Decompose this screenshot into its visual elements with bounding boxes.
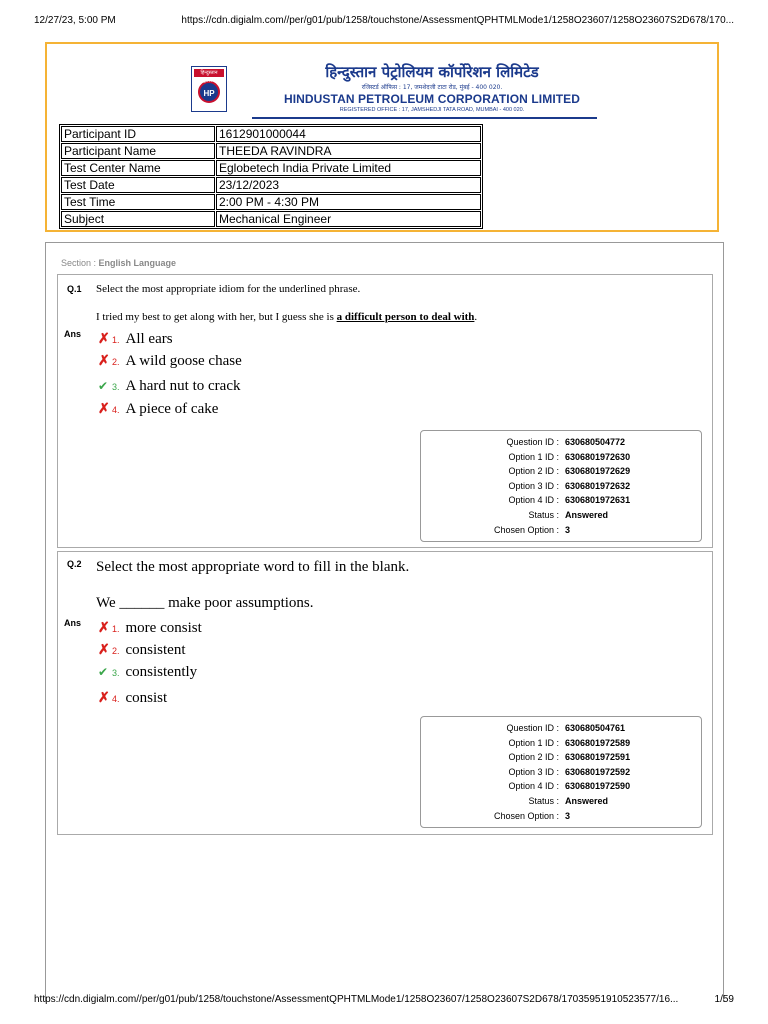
meta-value: 6306801972629: [565, 466, 631, 477]
table-row: [61, 160, 481, 176]
question-prompt: Select the most appropriate idiom for the underlined phrase.: [96, 283, 361, 295]
option-number: 4.: [112, 694, 120, 704]
cross-icon: ✗: [98, 332, 110, 347]
option-1: [98, 620, 202, 637]
option-number: 3.: [112, 382, 120, 392]
question-prompt: Select the most appropriate word to fill in the blank.: [96, 559, 410, 575]
meta-value: 6306801972589: [565, 737, 631, 748]
question-1: [57, 274, 713, 548]
info-label: Participant ID: [61, 126, 215, 142]
page-number: 1/59: [714, 994, 734, 1005]
footer-url: https://cdn.digialm.com//per/g01/pub/1258/touchstone/AssessmentQPHTMLMode1/1258O23607/1258O23607S2D678/17035951910523577/16...: [34, 994, 679, 1005]
meta-row: [421, 721, 701, 736]
table-row: [61, 126, 481, 142]
meta-row: [421, 479, 701, 494]
meta-row: [421, 794, 701, 809]
meta-value: 630680504761: [565, 723, 626, 733]
question-sentence: We ______ make poor assumptions.: [96, 595, 314, 611]
meta-value: 3: [565, 524, 571, 535]
company-name-english: HINDUSTAN PETROLEUM CORPORATION LIMITED: [283, 92, 581, 106]
cross-icon: ✗: [98, 691, 110, 706]
meta-label: Status :: [528, 509, 559, 520]
meta-label: Option 2 ID :: [508, 752, 559, 763]
section-name: English Language: [98, 258, 177, 268]
info-label: Test Time: [61, 194, 215, 210]
meta-label: Option 2 ID :: [508, 466, 559, 477]
cross-icon: ✗: [98, 643, 110, 658]
info-label: Test Center Name: [61, 160, 215, 176]
question-meta-panel: [420, 716, 702, 828]
meta-row: [421, 435, 701, 450]
option-text: A wild goose chase: [125, 353, 242, 369]
option-2: [98, 353, 242, 370]
info-label: Participant Name: [61, 143, 215, 159]
logo-emblem: HP: [198, 81, 220, 103]
cross-icon: ✗: [98, 621, 110, 636]
meta-value: Answered: [565, 509, 609, 520]
print-datetime: 12/27/23, 5:00 PM: [34, 15, 116, 26]
meta-label: Chosen Option :: [493, 524, 559, 535]
hp-logo: [191, 66, 227, 112]
check-icon: ✔: [98, 665, 109, 679]
print-url: https://cdn.digialm.com//per/g01/pub/1258/touchstone/AssessmentQPHTMLMode1/1258O23607/1258O23607S2D678/170...: [181, 15, 734, 26]
participant-info-table: [59, 124, 483, 229]
meta-row: [421, 493, 701, 508]
company-name-block: [262, 62, 602, 113]
option-text: consistent: [125, 642, 186, 658]
option-3: [98, 664, 197, 681]
meta-value: 6306801972632: [565, 480, 631, 491]
option-number: 1.: [112, 624, 120, 634]
sentence-underlined: a difficult person to deal with: [336, 311, 475, 323]
meta-label: Option 4 ID :: [508, 781, 559, 792]
option-text: All ears: [125, 331, 173, 347]
meta-value: 6306801972631: [565, 495, 631, 506]
option-4: [98, 401, 218, 418]
meta-value: 6306801972591: [565, 752, 631, 763]
option-number: 2.: [112, 646, 120, 656]
response-sheet-header: [45, 42, 719, 232]
table-row: [61, 194, 481, 210]
meta-label: Option 4 ID :: [508, 495, 559, 506]
option-text: A piece of cake: [125, 401, 219, 417]
meta-value: 6306801972630: [565, 451, 631, 462]
option-number: 1.: [112, 335, 120, 345]
meta-value: 630680504772: [565, 437, 626, 447]
cross-icon: ✗: [98, 402, 110, 417]
option-number: 2.: [112, 357, 120, 367]
meta-label: Status :: [528, 795, 559, 806]
section-label: [61, 258, 176, 268]
question-number: Q.2: [67, 559, 82, 569]
info-value: 1612901000044: [216, 126, 481, 142]
meta-row: [421, 523, 701, 538]
meta-row: [421, 508, 701, 523]
option-2: [98, 642, 186, 659]
ans-label: Ans: [64, 618, 82, 628]
meta-row: [421, 464, 701, 479]
info-label: Test Date: [61, 177, 215, 193]
option-text: more consist: [125, 620, 202, 636]
table-row: [61, 143, 481, 159]
meta-label: Option 1 ID :: [508, 451, 559, 462]
sentence-after: .: [474, 311, 478, 323]
company-divider: [252, 117, 597, 119]
option-number: 3.: [112, 668, 120, 678]
meta-label: Question ID :: [506, 723, 559, 733]
option-text: A hard nut to crack: [125, 378, 241, 394]
question-number: Q.1: [67, 284, 82, 294]
option-text: consist: [125, 690, 168, 706]
option-4: [98, 690, 167, 707]
meta-row: [421, 750, 701, 765]
meta-value: 6306801972592: [565, 766, 631, 777]
print-footer: [34, 994, 734, 1005]
company-name-hindi: हिन्दुस्तान पेट्रोलियम कॉर्पोरेशन लिमिटेड: [325, 63, 539, 81]
info-label: Subject: [61, 211, 215, 227]
logo-bar: हिन्दुस्तान पेट्रोलियम: [194, 69, 224, 77]
info-value: Mechanical Engineer: [216, 211, 481, 227]
meta-row: [421, 765, 701, 780]
meta-value: 3: [565, 810, 571, 821]
meta-value: 6306801972590: [565, 781, 631, 792]
meta-row: [421, 736, 701, 751]
meta-label: Chosen Option :: [493, 810, 559, 821]
info-value: THEEDA RAVINDRA: [216, 143, 481, 159]
info-value: 23/12/2023: [216, 177, 481, 193]
info-value: Eglobetech India Private Limited: [216, 160, 481, 176]
meta-label: Option 3 ID :: [508, 766, 559, 777]
meta-label: Question ID :: [506, 437, 559, 447]
question-2: [57, 551, 713, 835]
table-row: [61, 211, 481, 227]
option-1: [98, 331, 173, 348]
question-meta-panel: [420, 430, 702, 542]
question-sentence: [96, 311, 477, 323]
option-3: [98, 378, 240, 395]
meta-label: Option 3 ID :: [508, 480, 559, 491]
section-prefix: Section :: [61, 258, 99, 268]
ans-label: Ans: [64, 329, 82, 339]
info-value: 2:00 PM - 4:30 PM: [216, 194, 481, 210]
table-row: [61, 177, 481, 193]
sentence-before: I tried my best to get along with her, but I guess she is: [96, 311, 337, 323]
option-number: 4.: [112, 405, 120, 415]
company-registered-office: REGISTERED OFFICE : 17, JAMSHEDJI TATA ROAD, MUMBAI - 400 020.: [339, 107, 525, 113]
meta-label: Option 1 ID :: [508, 737, 559, 748]
print-header: [34, 15, 734, 26]
company-address-hindi: रजिस्टर्ड ऑफिस : 17, जमशेदजी टाटा रोड, मुंबई - 400 020.: [361, 84, 503, 91]
option-text: consistently: [125, 664, 198, 680]
cross-icon: ✗: [98, 354, 110, 369]
meta-value: Answered: [565, 795, 609, 806]
check-icon: ✔: [98, 379, 109, 393]
meta-row: [421, 450, 701, 465]
meta-row: [421, 779, 701, 794]
meta-row: [421, 809, 701, 824]
